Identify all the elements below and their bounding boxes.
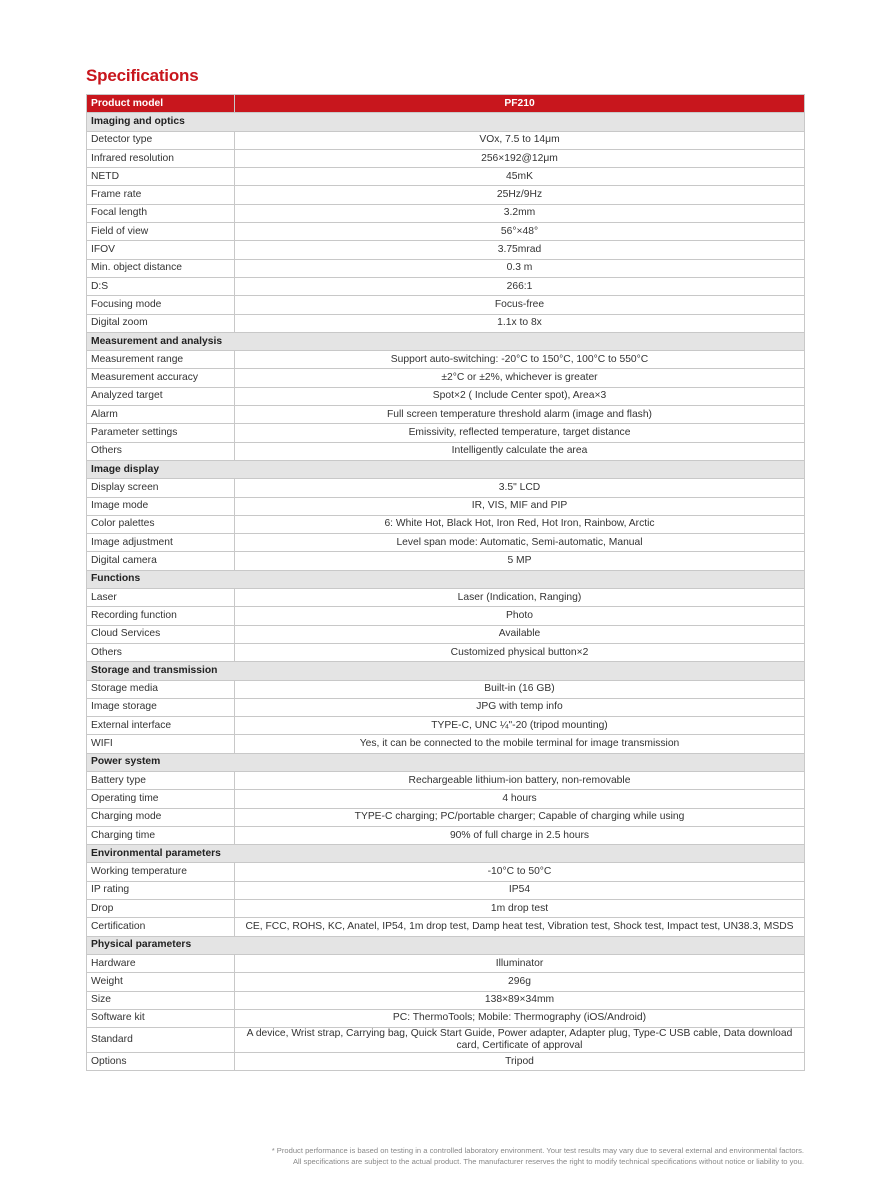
section-row — [87, 662, 805, 680]
section-heading: Measurement and analysis — [87, 332, 805, 350]
table-row — [87, 863, 805, 881]
section-heading: Power system — [87, 753, 805, 771]
spec-label: Working temperature — [87, 863, 235, 881]
spec-label: Digital camera — [87, 552, 235, 570]
spec-value: Support auto-switching: -20°C to 150°C, 100°C to 550°C — [235, 351, 805, 369]
spec-value: 256×192@12μm — [235, 149, 805, 167]
spec-value: 45mK — [235, 168, 805, 186]
spec-label: Hardware — [87, 954, 235, 972]
spec-value: 4 hours — [235, 790, 805, 808]
spec-label: Focusing mode — [87, 296, 235, 314]
section-heading: Imaging and optics — [87, 113, 805, 131]
page-title: Specifications — [86, 66, 199, 85]
product-model-value: PF210 — [235, 95, 805, 113]
spec-value: 0.3 m — [235, 259, 805, 277]
table-row — [87, 1053, 805, 1071]
spec-label: Image mode — [87, 497, 235, 515]
section-row — [87, 936, 805, 954]
spec-value: Built-in (16 GB) — [235, 680, 805, 698]
table-row — [87, 442, 805, 460]
table-row — [87, 808, 805, 826]
section-row — [87, 113, 805, 131]
spec-label: Image storage — [87, 698, 235, 716]
spec-label: Analyzed target — [87, 387, 235, 405]
table-row — [87, 479, 805, 497]
table-row — [87, 424, 805, 442]
spec-label: Infrared resolution — [87, 149, 235, 167]
spec-label: Min. object distance — [87, 259, 235, 277]
spec-value: JPG with temp info — [235, 698, 805, 716]
spec-value: VOx, 7.5 to 14μm — [235, 131, 805, 149]
spec-value: -10°C to 50°C — [235, 863, 805, 881]
spec-label: IP rating — [87, 881, 235, 899]
spec-value: Available — [235, 625, 805, 643]
table-row — [87, 369, 805, 387]
spec-value: ±2°C or ±2%, whichever is greater — [235, 369, 805, 387]
section-row — [87, 460, 805, 478]
section-heading: Storage and transmission — [87, 662, 805, 680]
spec-value: Spot×2 ( Include Center spot), Area×3 — [235, 387, 805, 405]
spec-label: Image adjustment — [87, 534, 235, 552]
spec-value: Yes, it can be connected to the mobile terminal for image transmission — [235, 735, 805, 753]
spec-label: Focal length — [87, 204, 235, 222]
table-row — [87, 515, 805, 533]
spec-value: Photo — [235, 607, 805, 625]
table-row — [87, 790, 805, 808]
spec-label: Cloud Services — [87, 625, 235, 643]
spec-value: Tripod — [235, 1053, 805, 1071]
spec-value: 1.1x to 8x — [235, 314, 805, 332]
table-header-row — [87, 95, 805, 113]
spec-value: Emissivity, reflected temperature, target distance — [235, 424, 805, 442]
disclaimer-line: * Product performance is based on testing in a controlled laboratory environment. Your test results may vary due to several external and environmental factors. — [271, 1146, 804, 1155]
spec-value: IP54 — [235, 881, 805, 899]
spec-label: Options — [87, 1053, 235, 1071]
spec-label: Parameter settings — [87, 424, 235, 442]
disclaimer-line: All specifications are subject to the actual product. The manufacturer reserves the right to modify technical specifications without notice or liability to you. — [292, 1157, 804, 1166]
table-row — [87, 717, 805, 735]
table-row — [87, 900, 805, 918]
table-row — [87, 698, 805, 716]
spec-value: 3.5" LCD — [235, 479, 805, 497]
spec-label: External interface — [87, 717, 235, 735]
table-row — [87, 534, 805, 552]
spec-value: 1m drop test — [235, 900, 805, 918]
spec-label: IFOV — [87, 241, 235, 259]
table-row — [87, 387, 805, 405]
table-row — [87, 241, 805, 259]
spec-label: Field of view — [87, 223, 235, 241]
spec-value: 25Hz/9Hz — [235, 186, 805, 204]
spec-value: 56°×48° — [235, 223, 805, 241]
table-row — [87, 625, 805, 643]
spec-value: A device, Wrist strap, Carrying bag, Quick Start Guide, Power adapter, Adapter plug, Type-C USB cable, Data download card, Certificate of approval — [235, 1028, 805, 1053]
spec-label: Battery type — [87, 771, 235, 789]
spec-label: Drop — [87, 900, 235, 918]
table-row — [87, 991, 805, 1009]
table-row — [87, 735, 805, 753]
spec-label: Size — [87, 991, 235, 1009]
table-row — [87, 497, 805, 515]
spec-value: 296g — [235, 973, 805, 991]
product-model-label: Product model — [87, 95, 235, 113]
spec-value: PC: ThermoTools; Mobile: Thermography (iOS/Android) — [235, 1009, 805, 1027]
spec-label: Weight — [87, 973, 235, 991]
spec-value: Focus-free — [235, 296, 805, 314]
spec-value: Intelligently calculate the area — [235, 442, 805, 460]
spec-value: Rechargeable lithium-ion battery, non-removable — [235, 771, 805, 789]
spec-label: Charging time — [87, 826, 235, 844]
spec-label: D:S — [87, 277, 235, 295]
table-row — [87, 1028, 805, 1053]
spec-value: CE, FCC, ROHS, KC, Anatel, IP54, 1m drop test, Damp heat test, Vibration test, Shock test, Impact test, UN38.3, MSDS — [235, 918, 805, 936]
section-heading: Physical parameters — [87, 936, 805, 954]
section-row — [87, 845, 805, 863]
section-row — [87, 570, 805, 588]
table-row — [87, 680, 805, 698]
spec-label: Laser — [87, 589, 235, 607]
table-row — [87, 223, 805, 241]
spec-table — [86, 94, 805, 1071]
table-row — [87, 259, 805, 277]
spec-value: Illuminator — [235, 954, 805, 972]
table-row — [87, 918, 805, 936]
spec-value: 266:1 — [235, 277, 805, 295]
spec-value: 5 MP — [235, 552, 805, 570]
spec-label: Color palettes — [87, 515, 235, 533]
spec-label: Others — [87, 643, 235, 661]
spec-label: Digital zoom — [87, 314, 235, 332]
table-row — [87, 149, 805, 167]
spec-label: Detector type — [87, 131, 235, 149]
spec-value: Level span mode: Automatic, Semi-automatic, Manual — [235, 534, 805, 552]
spec-label: Measurement accuracy — [87, 369, 235, 387]
spec-value: 90% of full charge in 2.5 hours — [235, 826, 805, 844]
table-row — [87, 406, 805, 424]
spec-label: Display screen — [87, 479, 235, 497]
section-heading: Image display — [87, 460, 805, 478]
table-row — [87, 277, 805, 295]
spec-label: Storage media — [87, 680, 235, 698]
spec-label: Software kit — [87, 1009, 235, 1027]
table-row — [87, 607, 805, 625]
spec-value: 3.75mrad — [235, 241, 805, 259]
section-heading: Environmental parameters — [87, 845, 805, 863]
disclaimer — [204, 1145, 804, 1167]
spec-value: Customized physical button×2 — [235, 643, 805, 661]
spec-label: WIFI — [87, 735, 235, 753]
table-row — [87, 643, 805, 661]
table-row — [87, 186, 805, 204]
spec-value: 6: White Hot, Black Hot, Iron Red, Hot Iron, Rainbow, Arctic — [235, 515, 805, 533]
table-row — [87, 204, 805, 222]
table-row — [87, 296, 805, 314]
spec-value: Laser (Indication, Ranging) — [235, 589, 805, 607]
spec-table-body — [87, 113, 805, 1071]
table-row — [87, 973, 805, 991]
spec-label: Operating time — [87, 790, 235, 808]
table-row — [87, 589, 805, 607]
spec-value: Full screen temperature threshold alarm (image and flash) — [235, 406, 805, 424]
spec-label: Recording function — [87, 607, 235, 625]
spec-label: NETD — [87, 168, 235, 186]
table-row — [87, 954, 805, 972]
spec-value: 3.2mm — [235, 204, 805, 222]
table-row — [87, 351, 805, 369]
spec-value: TYPE-C, UNC ¼"-20 (tripod mounting) — [235, 717, 805, 735]
spec-value: TYPE-C charging; PC/portable charger; Capable of charging while using — [235, 808, 805, 826]
spec-label: Frame rate — [87, 186, 235, 204]
spec-label: Charging mode — [87, 808, 235, 826]
table-row — [87, 826, 805, 844]
section-row — [87, 332, 805, 350]
table-row — [87, 552, 805, 570]
spec-value: 138×89×34mm — [235, 991, 805, 1009]
table-row — [87, 1009, 805, 1027]
spec-label: Standard — [87, 1028, 235, 1053]
section-heading: Functions — [87, 570, 805, 588]
spec-value: IR, VIS, MIF and PIP — [235, 497, 805, 515]
spec-label: Others — [87, 442, 235, 460]
spec-label: Alarm — [87, 406, 235, 424]
table-row — [87, 131, 805, 149]
table-row — [87, 881, 805, 899]
spec-label: Certification — [87, 918, 235, 936]
section-row — [87, 753, 805, 771]
table-row — [87, 314, 805, 332]
table-row — [87, 771, 805, 789]
spec-label: Measurement range — [87, 351, 235, 369]
table-row — [87, 168, 805, 186]
